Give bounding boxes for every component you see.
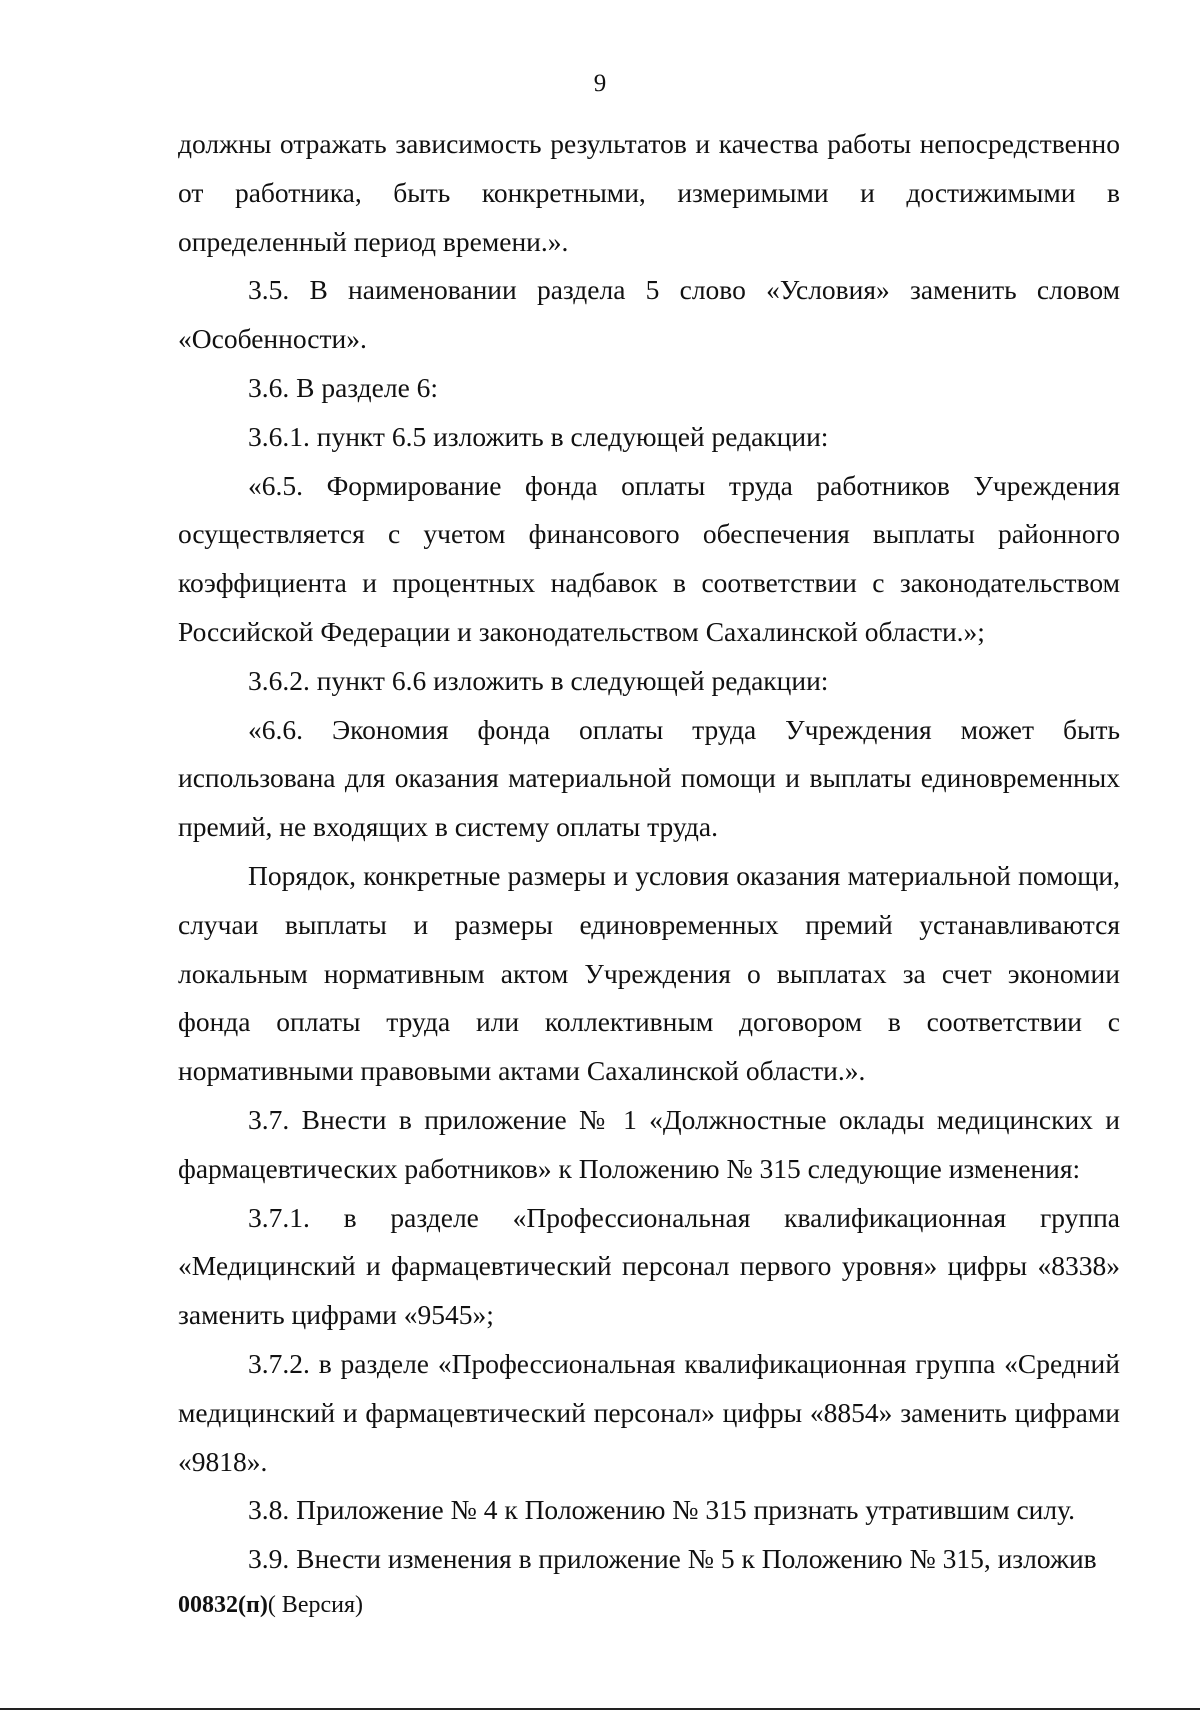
document-version: ( Версия) <box>267 1592 363 1618</box>
paragraph-3-6-1: 3.6.1. пункт 6.5 изложить в следующей редакции: <box>248 420 829 452</box>
document-code: 00832(п) <box>178 1592 268 1618</box>
paragraph-3-7-2: 3.7.2. в разделе «Профессиональная квалификационная группа «Средний медицинский и фармацевтический персонал» цифры «8854» заменить цифрами «9818». <box>178 1347 1120 1477</box>
paragraph-quote-6-5: «6.5. Формирование фонда оплаты труда работников Учреждения осуществляется с учетом финансового обеспечения выплаты районного коэффициента и процентных надбавок в соответствии с законодательством Российской Федерации и законодательством Сахалинской области.»; <box>178 469 1120 647</box>
paragraph-3-7-1: 3.7.1. в разделе «Профессиональная квалификационная группа «Медицинский и фармацевтический персонал первого уровня» цифры «8338» заменить цифрами «9545»; <box>178 1201 1120 1331</box>
paragraph-3-6: 3.6. В разделе 6: <box>248 371 439 403</box>
paragraph-3-6-2: 3.6.2. пункт 6.6 изложить в следующей редакции: <box>248 664 829 696</box>
paragraph-poryadok: Порядок, конкретные размеры и условия оказания материальной помощи, случаи выплаты и размеры единовременных премий устанавливаются локальным нормативным актом Учреждения о выплатах за счет экономии фонда оплаты труда или коллективным договором в соответствии с нормативными правовыми актами Сахалинской области.». <box>178 859 1120 1087</box>
paragraph-3-9: 3.9. Внести изменения в приложение № 5 к Положению № 315, изложив <box>248 1543 1097 1575</box>
paragraph-3-5: 3.5. В наименовании раздела 5 слово «Условия» заменить словом «Особенности». <box>178 274 1120 355</box>
paragraph-3-8: 3.8. Приложение № 4 к Положению № 315 признать утратившим силу. <box>248 1494 1075 1526</box>
bottom-divider <box>0 1708 1200 1710</box>
paragraph-3-7: 3.7. Внести в приложение № 1 «Должностные оклады медицинских и фармацевтических работников» к Положению № 315 следующие изменения: <box>178 1103 1120 1184</box>
document-footer <box>178 1592 363 1619</box>
document-body <box>178 120 1120 1584</box>
paragraph-continuation: должны отражать зависимость результатов и качества работы непосредственно от работника, быть конкретными, измеримыми и достижимыми в определенный период времени.». <box>178 128 1120 257</box>
paragraph-quote-6-6: «6.6. Экономия фонда оплаты труда Учреждения может быть использована для оказания материальной помощи и выплаты единовременных премий, не входящих в систему оплаты труда. <box>178 713 1120 843</box>
page-number: 9 <box>593 70 607 97</box>
